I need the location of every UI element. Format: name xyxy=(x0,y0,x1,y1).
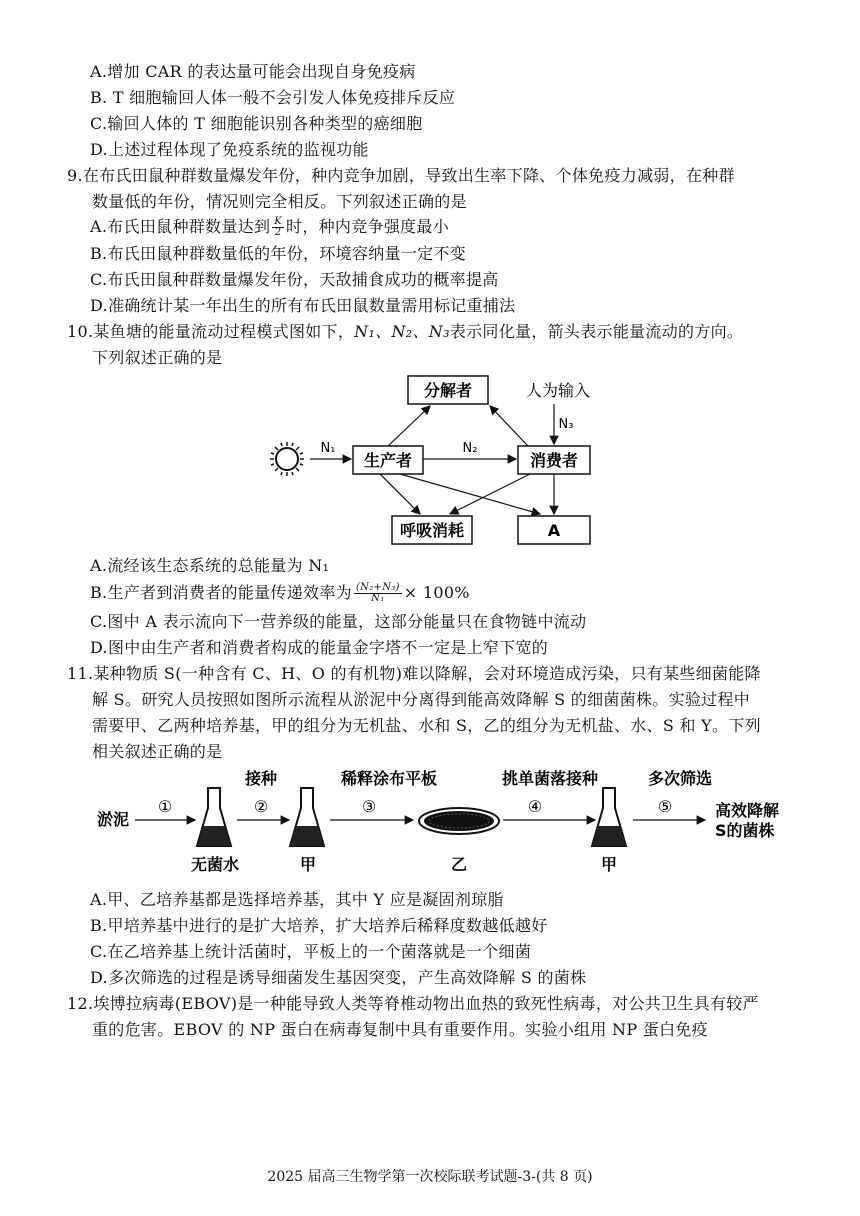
fraction-numerator: K xyxy=(274,215,283,227)
q9-option-a-suffix: 时，种内竞争强度最小 xyxy=(286,217,450,236)
step1-label: ① xyxy=(157,797,173,816)
q11-option-a: A.甲、乙培养基都是选择培养基，其中 Y 应是凝固剂琼脂 xyxy=(90,890,504,909)
q9-stem-line2: 数量低的年份，情况则完全相反。下列叙述正确的是 xyxy=(92,192,467,211)
n1-label: N₁ xyxy=(320,441,336,456)
box-a-label: A xyxy=(547,521,561,540)
fraction-numerator: (N₂+N₃) xyxy=(355,581,400,593)
q10-stem-line2: 下列叙述正确的是 xyxy=(92,348,223,367)
q10-option-b-fraction xyxy=(354,583,402,604)
sun-icon xyxy=(270,442,304,476)
step4-label: ④ xyxy=(527,797,543,816)
fraction-denominator: N₁ xyxy=(371,592,385,604)
q11-stem-line2: 解 S。研究人员按照如图所示流程从淤泥中分离得到能高效降解 S 的细菌菌株。实验过程中 xyxy=(92,690,751,709)
q10-option-b xyxy=(90,578,470,608)
result-label-line2: S的菌株 xyxy=(715,821,775,840)
q10-stem-suffix: 表示同化量，箭头表示能量流动的方向。 xyxy=(449,322,744,341)
q10-stem-vars: N₁、N₂、N₃ xyxy=(354,322,450,341)
q9-option-b: B.布氏田鼠种群数量低的年份，环境容纳量一定不变 xyxy=(90,244,467,263)
q9-option-d: D.准确统计某一年出生的所有布氏田鼠数量需用标记重捕法 xyxy=(90,296,516,315)
flask-icon xyxy=(592,788,626,846)
q10-stem-line1 xyxy=(67,322,743,342)
q10-option-b-prefix: B.生产者到消费者的能量传递效率为 xyxy=(90,583,352,602)
step3-label: ③ xyxy=(361,797,377,816)
q9-option-a-prefix: A.布氏田鼠种群数量达到 xyxy=(90,217,271,236)
q10-option-a: A.流经该生态系统的总能量为 N₁ xyxy=(90,556,330,575)
respiration-label: 呼吸消耗 xyxy=(399,521,465,540)
page-footer: 2025 届高三生物学第一次校际联考试题-3-(共 8 页) xyxy=(267,1169,593,1185)
q11-stem-line1: 11.某种物质 S(一种含有 C、H、O 的有机物)难以降解，会对环境造成污染，只有某些细菌能降 xyxy=(67,664,761,683)
medium-jia-label-1: 甲 xyxy=(299,855,317,874)
result-label-line1: 高效降解 xyxy=(715,801,780,820)
pick-colony-label: 挑单菌落接种 xyxy=(501,769,599,788)
arrow-producer-respiration xyxy=(380,474,420,514)
q11-stem-line3: 需要甲、乙两种培养基，甲的组分为无机盐、水和 S，乙的组分为无机盐、水、S 和 Y。下列 xyxy=(92,716,761,735)
n3-label: N₃ xyxy=(558,417,574,432)
consumer-label: 消费者 xyxy=(529,451,579,470)
q9-stem-line1: 9.在布氏田鼠种群数量爆发年份，种内竞争加剧，导致出生率下降、个体免疫力减弱，在种群 xyxy=(67,166,735,185)
inoculate-label: 接种 xyxy=(244,769,278,788)
q11-option-b: B.甲培养基中进行的是扩大培养，扩大培养后稀释度数越低越好 xyxy=(90,916,548,935)
arrow-consumer-decomposer xyxy=(490,406,528,446)
q11-stem-line4: 相关叙述正确的是 xyxy=(92,742,223,761)
multi-screen-label: 多次筛选 xyxy=(647,769,713,788)
n2-label: N₂ xyxy=(462,441,478,456)
q8-option-a: A.增加 CAR 的表达量可能会出现自身免疫病 xyxy=(90,62,416,81)
q9-option-a xyxy=(90,214,449,240)
sterile-water-label: 无菌水 xyxy=(190,855,240,874)
step2-label: ② xyxy=(253,797,269,816)
q12-stem-line1: 12.埃博拉病毒(EBOV)是一种能导致人类等脊椎动物出血热的致死性病毒，对公共卫生具有较严 xyxy=(67,994,759,1013)
medium-yi-label: 乙 xyxy=(450,855,468,874)
isolation-flow-diagram xyxy=(95,764,815,882)
step5-label: ⑤ xyxy=(657,797,673,816)
arrow-producer-decomposer xyxy=(388,406,430,446)
q11-option-c: C.在乙培养基上统计活菌时，平板上的一个菌落就是一个细菌 xyxy=(90,942,532,961)
petri-dish-icon xyxy=(419,808,499,834)
producer-label: 生产者 xyxy=(363,451,413,470)
energy-flow-diagram xyxy=(260,370,620,550)
q8-option-d: D.上述过程体现了免疫系统的监视功能 xyxy=(90,140,369,159)
q11-option-d: D.多次筛选的过程是诱导细菌发生基因突变，产生高效降解 S 的菌株 xyxy=(90,968,587,987)
medium-jia-label-2: 甲 xyxy=(600,855,618,874)
decomposer-label: 分解者 xyxy=(423,381,473,400)
q8-option-b: B. T 细胞输回人体一般不会引发人体免疫排斥反应 xyxy=(90,88,456,107)
q8-option-c: C.输回人体的 T 细胞能识别各种类型的癌细胞 xyxy=(90,114,423,133)
flask-icon xyxy=(290,788,324,846)
q10-option-d: D.图中由生产者和消费者构成的能量金字塔不一定是上窄下宽的 xyxy=(90,638,549,657)
human-input-label: 人为输入 xyxy=(525,381,591,400)
sludge-label: 淤泥 xyxy=(97,810,130,829)
flask-icon xyxy=(197,788,231,846)
q10-option-c: C.图中 A 表示流向下一营养级的能量，这部分能量只在食物链中流动 xyxy=(90,612,587,631)
q9-option-c: C.布氏田鼠种群数量爆发年份，天敌捕食成功的概率提高 xyxy=(90,270,499,289)
q10-option-b-suffix: × 100% xyxy=(403,583,470,602)
dilute-plate-label: 稀释涂布平板 xyxy=(340,769,438,788)
q9-option-a-fraction xyxy=(272,217,284,238)
fraction-denominator: 2 xyxy=(274,226,282,238)
q10-stem-prefix: 10.某鱼塘的能量流动过程模式图如下， xyxy=(67,322,355,341)
q12-stem-line2: 重的危害。EBOV 的 NP 蛋白在病毒复制中具有重要作用。实验小组用 NP 蛋白免疫 xyxy=(92,1020,708,1039)
